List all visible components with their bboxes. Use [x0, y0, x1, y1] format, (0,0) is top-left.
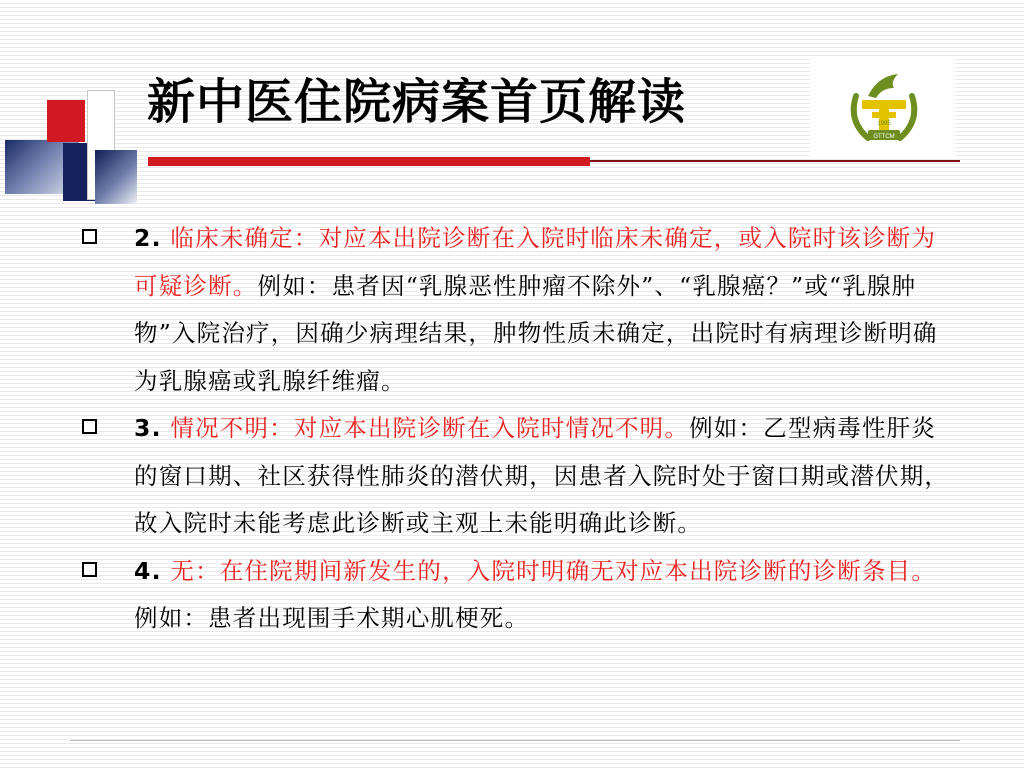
- list-item: [80, 548, 960, 643]
- item-definition: 无：在住院期间新发生的，入院时明确无对应本出院诊断的诊断条目。: [170, 556, 937, 585]
- hollow-square-icon: [82, 229, 97, 244]
- decor-red-block: [47, 100, 85, 142]
- hollow-square-icon: [82, 562, 97, 577]
- item-example: 例如：患者因“乳腺恶性肿瘤不除外”、“乳腺癌？”或“乳腺肿物”入院治疗，因确少病理结果，肿物性质未确定，出院时有病理诊断明确为乳腺癌或乳腺纤维瘤。: [134, 271, 938, 395]
- title-underline-red: [148, 157, 590, 166]
- item-example: 例如：乙型病毒性肝炎的窗口期、社区获得性肺炎的潜伏期，因患者入院时处于窗口期或潜伏期，故入院时未能考虑此诊断或主观上未能明确此诊断。: [134, 414, 950, 537]
- item-number-sep: .: [151, 224, 162, 252]
- logo-year: 1995: [877, 121, 891, 127]
- list-item: [80, 405, 960, 548]
- decor-gradient-block-small: [95, 150, 137, 204]
- item-number: 3: [134, 414, 152, 442]
- item-number: 4: [134, 556, 152, 585]
- item-definition: 临床未确定：对应本出院诊断在入院时临床未确定，或入院时该诊断为可疑诊断。: [134, 224, 937, 300]
- slide-title: 新中医住院病案首页解读: [147, 74, 687, 130]
- bullet-list: [80, 215, 960, 643]
- list-item: [80, 215, 960, 405]
- item-definition: 情况不明：对应本出院诊断在入院时情况不明。: [170, 414, 690, 442]
- title-underline-thin: [590, 160, 960, 162]
- item-example: 例如：患者出现围手术期心肌梗死。: [134, 604, 530, 632]
- hollow-square-icon: [82, 419, 97, 434]
- item-number: 2: [134, 224, 152, 252]
- footer-divider: [70, 740, 960, 741]
- college-emblem-icon: [838, 66, 930, 148]
- item-number-sep: .: [151, 556, 162, 585]
- logo-abbr: GTTCM: [873, 134, 895, 140]
- item-number-sep: .: [151, 414, 162, 442]
